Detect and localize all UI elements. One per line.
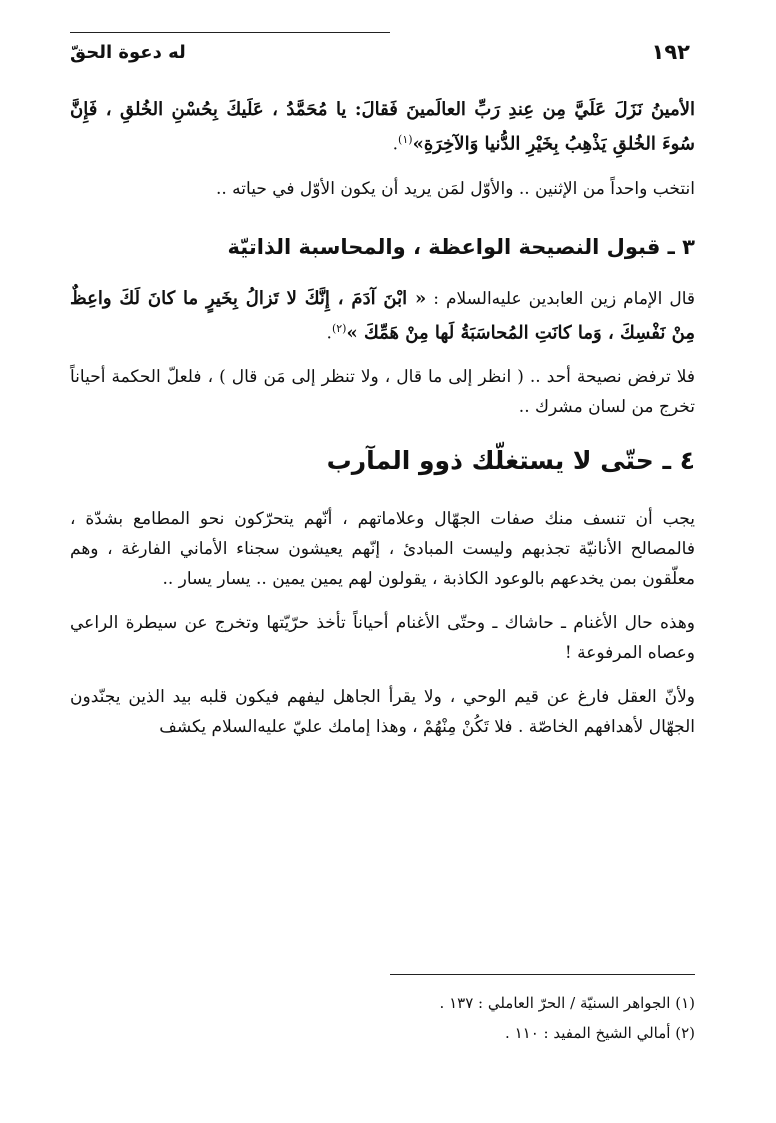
page-header bbox=[70, 32, 690, 72]
footnote-2: (٢) أمالي الشيخ المفيد : ١١٠ . bbox=[505, 1024, 695, 1042]
footnote-marker-2[interactable]: (٢) bbox=[331, 321, 347, 335]
hadith-quote-1: الأمينُ نَزَلَ عَلَيَّ مِن عِندِ رَبِّ العالَمينَ فَقالَ: يا مُحَمَّدُ ، عَلَيكَ بِحُسْنِ الخُلقِ ، فَإِنَّ سُوءَ الخُلقِ يَذْهِبُ بِخَيْرِ الدُّنيا وَالآخِرَةِ» bbox=[70, 99, 695, 155]
quote-intro: قال الإمام زين العابدين عليه‌السلام : bbox=[433, 288, 695, 309]
section-heading-4: ٤ ـ حتّى لا يستغلّك ذوو المآرب bbox=[326, 446, 695, 476]
section-heading-3: ٣ ـ قبول النصيحة الواعظة ، والمحاسبة الذاتيّة bbox=[227, 234, 695, 259]
sentence-end: . bbox=[326, 323, 332, 344]
paragraph-imam-zain bbox=[70, 284, 695, 349]
footnote-1: (١) الجواهر السنيّة / الحرّ العاملي : ١٣٧ . bbox=[439, 994, 695, 1012]
paragraph-hadith-continuation bbox=[70, 95, 695, 160]
paragraph-sheep: وهذه حال الأغنام ـ حاشاك ـ وحتّى الأغنام أحياناً تأخذ حرّيّتها وتخرج عن سيطرة الراعي وعصاه المرفوعة ! bbox=[70, 613, 695, 664]
paragraph-mind: ولأنّ العقل فارغ عن قيم الوحي ، ولا يقرأ الجاهل ليفهم فيكون قلبه بيد الذين يجنّدون الجهّال لأهدافهم الخاصّة . فلا تَكُنْ مِنْهُمْ ، وهذا إمامك عليّ عليه‌السلام يكشف bbox=[70, 687, 695, 738]
body-text bbox=[70, 95, 695, 756]
page-number: ١٩٢ bbox=[651, 40, 690, 64]
paragraph-choose: انتخب واحداً من الإثنين .. والأوّل لمَن يريد أن يكون الأوّل في حياته .. bbox=[215, 178, 695, 199]
sentence-end: . bbox=[392, 134, 399, 155]
running-title: له دعوة الحقّ bbox=[70, 42, 186, 63]
hadith-quote-2: « ابْنَ آدَمَ ، إِنَّكَ لا تَزالُ بِخَيرٍ ما كانَ لَكَ واعِظٌ مِنْ نَفْسِكَ ، وَما كانَتِ المُحاسَبَةُ لَها مِنْ هَمِّكَ » bbox=[70, 287, 695, 344]
footnotes bbox=[135, 988, 695, 1048]
header-rule bbox=[70, 32, 390, 33]
footnote-marker-1[interactable]: (١) bbox=[398, 133, 413, 146]
footnote-rule bbox=[390, 974, 695, 975]
paragraph-advice: فلا ترفض نصيحة أحد .. ( انظر إلى ما قال ، ولا تنظر إلى مَن قال ) ، فلعلّ الحكمة أحياناً تخرج من لسان مشرك .. bbox=[70, 367, 695, 418]
paragraph-ignorant: يجب أن تنسف منك صفات الجهّال وعلاماتهم ، أنّهم يتحرّكون نحو المطامع بشدّة ، فالمصالح الأنانيّة تجذبهم وليست المبادئ ، إنّهم يعيشون سجناء الأماني الفارغة ، وهم معلّقون بمن يخدعهم بالوعود الكاذبة ، يقولون لهم يمين يمين .. يسار يسار .. bbox=[70, 509, 695, 590]
